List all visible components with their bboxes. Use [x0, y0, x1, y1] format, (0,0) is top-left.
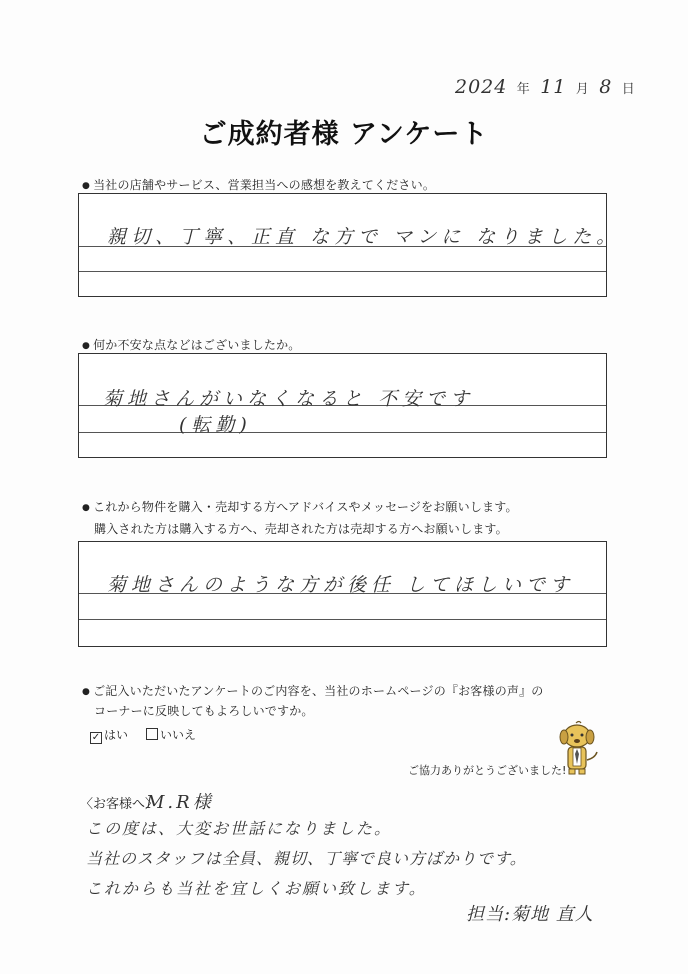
customer-name: M.R様 [146, 792, 214, 813]
question-4 [82, 682, 544, 699]
rule-line [79, 619, 606, 620]
consent-yes-label: はい [104, 728, 129, 742]
rule-line [79, 271, 606, 272]
date-year-unit: 年 [516, 82, 531, 97]
question-4-label: ご記入いただいたアンケートのご内容を、当社のホームページの『お客様の声』の [93, 684, 544, 698]
date-year: 2024 [455, 76, 508, 98]
date-month-unit: 月 [575, 82, 590, 97]
thanks-text: ご協力ありがとうございました! [408, 764, 567, 777]
answer-2-line-1: 菊地さんがいなくなると 不安です [103, 388, 475, 410]
answer-box-1 [78, 193, 621, 297]
question-3-line-2: 購入された方は購入する方へ、売却された方は売却する方へお願いします。 [94, 522, 508, 536]
bullet-icon: ● [82, 341, 91, 351]
question-2-label: 何か不安な点などはございましたか。 [93, 338, 301, 352]
consent-no[interactable] [146, 726, 196, 743]
answer-2-line-2: (転勤) [179, 414, 252, 436]
bullet-icon: ● [82, 181, 91, 191]
answer-3-text: 菊地さんのような方が後任 してほしいです [107, 574, 575, 596]
rule-line [79, 432, 606, 433]
question-1 [82, 176, 435, 193]
question-2 [82, 336, 300, 353]
checkbox-checked-icon[interactable]: ✓ [91, 732, 101, 743]
message-line-3: これからも当社を宜しくお願い致します。 [86, 879, 427, 898]
question-3 [82, 498, 518, 515]
message-to-label: 〈お客様へ〉 [80, 797, 159, 812]
answer-box-3 [78, 541, 607, 647]
date-day: 8 [599, 76, 613, 98]
checkbox-icon[interactable] [146, 728, 158, 740]
date-day-unit: 日 [621, 82, 636, 97]
answer-1-text: 親切、丁寧、正直 な方で マンに なりました。 [107, 226, 621, 248]
consent-yes[interactable] [90, 726, 128, 744]
message-line-2: 当社のスタッフは全員、親切、丁寧で良い方ばかりです。 [86, 849, 527, 868]
date-month: 11 [540, 76, 567, 98]
page-title: ご成約者様 アンケート [199, 119, 489, 150]
bullet-icon: ● [82, 687, 91, 697]
survey-date [455, 76, 639, 98]
staff-signature: 担当:菊地 直人 [466, 904, 594, 925]
message-line-1: この度は、大変お世話になりました。 [86, 819, 393, 838]
answer-box-2 [78, 353, 607, 458]
bullet-icon: ● [82, 503, 91, 513]
consent-no-label: いいえ [160, 728, 197, 742]
question-1-label: 当社の店舗やサービス、営業担当への感想を教えてください。 [93, 178, 436, 192]
question-4-line-2: コーナーに反映してもよろしいですか。 [94, 704, 314, 718]
question-3-label: これから物件を購入・売却する方へアドバイスやメッセージをお願いします。 [93, 500, 518, 514]
